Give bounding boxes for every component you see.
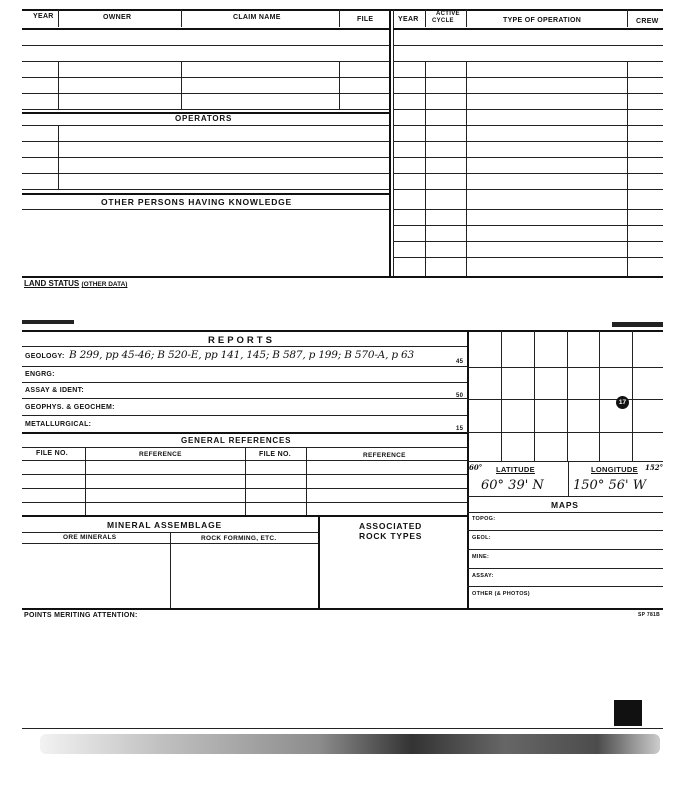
- header-year: YEAR: [33, 13, 54, 20]
- report-label-geology: GEOLOGY:: [25, 353, 65, 360]
- latitude-label: LATITUDE: [496, 465, 535, 474]
- report-num-metallurgical: 15: [456, 426, 464, 432]
- longitude-value: 150° 56' W: [573, 478, 647, 493]
- scan-artifact-square: [614, 700, 642, 726]
- land-status-title: LAND STATUS: [24, 279, 80, 288]
- header-active-cycle-2: CYCLE: [432, 18, 454, 24]
- maps-title: MAPS: [551, 500, 579, 510]
- header-owner: OWNER: [103, 14, 132, 21]
- general-references-title: GENERAL REFERENCES: [181, 436, 292, 445]
- maps-mine: MINE:: [472, 554, 490, 560]
- header-year-right: YEAR: [398, 16, 419, 23]
- mineral-assemblage-title: MINERAL ASSEMBLAGE: [107, 520, 222, 530]
- lat-prefix: 60°: [469, 463, 483, 472]
- header-crew: CREW: [636, 18, 659, 25]
- scan-artifact-smudge: [40, 734, 660, 754]
- reports-title: REPORTS: [208, 335, 275, 346]
- section-number: 17: [618, 399, 627, 406]
- report-label-engrg: ENGRG:: [25, 371, 55, 378]
- ore-minerals-header: ORE MINERALS: [63, 534, 117, 541]
- section-marker: [616, 396, 629, 409]
- associated-rock-types-1: ASSOCIATED: [359, 521, 423, 531]
- report-value-geology: B 299, pp 45-46; B 520-E, pp 141, 145; B 587, p 199; B 570-A, p 63: [69, 349, 414, 361]
- associated-rock-types-2: ROCK TYPES: [359, 531, 423, 541]
- gr-header-file-no-2: FILE NO.: [259, 451, 291, 458]
- scan-artifact-left: [22, 320, 74, 324]
- header-file: FILE: [357, 16, 374, 23]
- gr-header-reference-2: REFERENCE: [363, 452, 406, 459]
- points-meriting-title: POINTS MERITING ATTENTION:: [24, 612, 138, 619]
- land-status-heading: [24, 279, 127, 288]
- scan-artifact-right: [612, 322, 663, 327]
- land-status-note: (OTHER DATA): [81, 281, 128, 288]
- other-persons-title: OTHER PERSONS HAVING KNOWLEDGE: [101, 197, 293, 207]
- maps-other: OTHER (& PHOTOS): [472, 591, 530, 597]
- gr-header-reference: REFERENCE: [139, 451, 182, 458]
- lon-suffix: 152°: [645, 463, 664, 472]
- rock-forming-header: ROCK FORMING, ETC.: [201, 535, 277, 542]
- report-label-assay: ASSAY & IDENT:: [25, 387, 85, 394]
- report-label-metallurgical: METALLURGICAL:: [25, 421, 92, 428]
- header-type-of-operation: TYPE OF OPERATION: [503, 17, 582, 24]
- header-claim-name: CLAIM NAME: [233, 14, 281, 21]
- report-num-geology: 45: [456, 359, 464, 365]
- longitude-label: LONGITUDE: [591, 465, 638, 474]
- maps-assay: ASSAY:: [472, 573, 494, 579]
- report-label-geophys: GEOPHYS. & GEOCHEM:: [25, 404, 115, 411]
- latitude-value: 60° 39' N: [481, 478, 544, 493]
- maps-topog: TOPOG:: [472, 516, 496, 522]
- header-active-cycle-1: ACTIVE: [436, 11, 460, 17]
- form-number: SP 781B: [638, 612, 661, 618]
- gr-header-file-no: FILE NO.: [36, 450, 68, 457]
- maps-geol: GEOL:: [472, 535, 491, 541]
- report-num-assay: 50: [456, 393, 464, 399]
- operators-title: OPERATORS: [175, 114, 233, 123]
